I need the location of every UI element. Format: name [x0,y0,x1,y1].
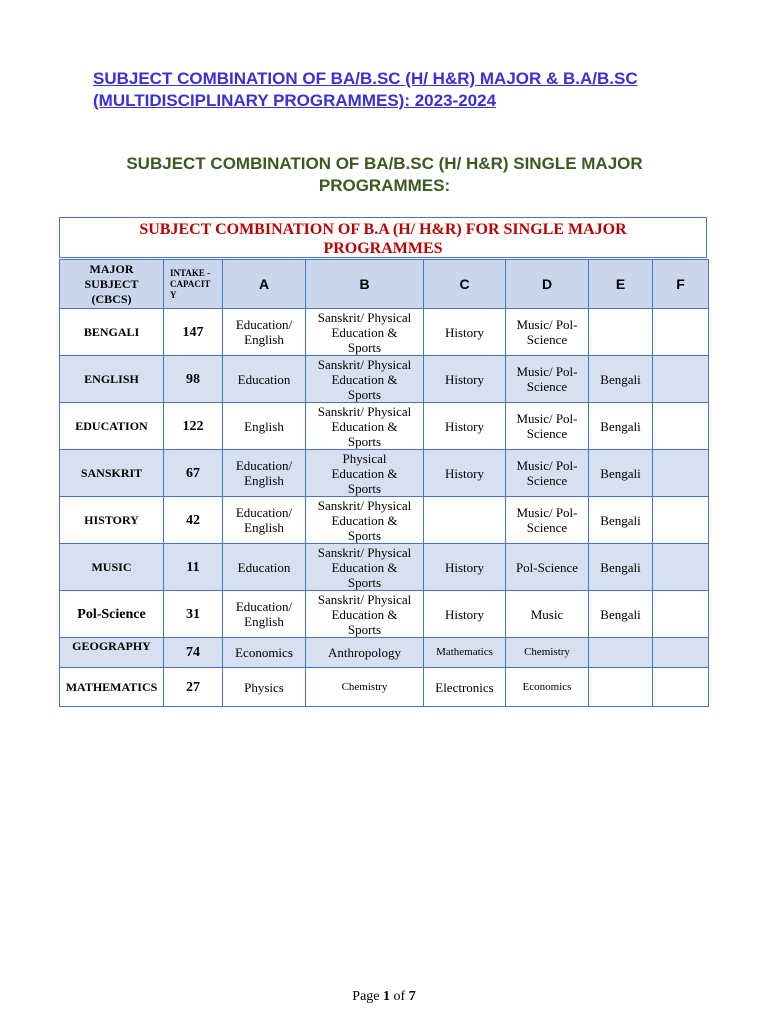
cell-c [424,497,506,544]
section-heading-line1: SUBJECT COMBINATION OF BA/B.SC (H/ H&R) SINGLE MAJOR [126,154,643,173]
cell-a: English [223,403,306,450]
cell-b-line3: Sports [347,480,382,496]
cell-b [306,356,424,403]
cell-a: Education [223,544,306,591]
header-column-a: A [223,260,306,309]
cell-intake: 122 [164,403,223,450]
cell-c: Electronics [424,668,506,707]
cell-d-line2: Science [526,520,568,535]
cell-b-line1: Sanskrit/ Physical [317,591,412,607]
cell-b-line2: Education & [331,324,398,340]
cell-d-line1: Music/ Pol- [516,411,578,426]
cell-intake: 31 [164,591,223,638]
cell-b-line2: Education & [331,371,398,387]
cell-e: Bengali [589,356,653,403]
cell-f [653,668,709,707]
cell-a-line2: English [244,332,284,347]
cell-b-line2: Education & [331,512,398,528]
cell-intake: 42 [164,497,223,544]
cell-b-line1: Sanskrit/ Physical [317,544,412,560]
header-intake-line1: INTAKE - [170,267,211,278]
cell-d: Chemistry [506,638,589,668]
cell-c: History [424,356,506,403]
cell-d-line1: Music/ Pol- [516,458,578,473]
cell-d: Music [506,591,589,638]
header-major-subject [60,260,164,309]
header-intake-line2: CAPACIT [170,278,211,289]
cell-f [653,309,709,356]
page-number: 1 [383,989,391,1004]
cell-b-line1: Sanskrit/ Physical [317,309,412,325]
cell-b-line3: Sports [347,339,382,355]
cell-a [223,497,306,544]
cell-d-line2: Science [526,426,568,441]
cell-intake: 147 [164,309,223,356]
document-title [93,68,693,112]
cell-d: Economics [506,668,589,707]
cell-subject: SANSKRIT [60,450,164,497]
cell-b-line2: Education & [331,559,398,575]
cell-a-line1: Education/ [235,505,293,520]
cell-d: Pol-Science [506,544,589,591]
cell-d [506,497,589,544]
document-title-line1: SUBJECT COMBINATION OF BA/B.SC (H/ H&R) MAJOR & B.A/B.SC [93,69,638,88]
cell-a-line2: English [244,520,284,535]
table-caption [59,217,707,258]
cell-b-line2: Education & [331,606,398,622]
cell-b [306,403,424,450]
cell-e [589,638,653,668]
table-caption-line2: PROGRAMMES [323,240,443,257]
cell-c: History [424,591,506,638]
cell-b-line3: Sports [347,433,382,449]
cell-a-line1: Education/ [235,317,293,332]
header-major-line1: MAJOR [89,261,134,276]
table-row [60,403,709,450]
cell-f [653,450,709,497]
cell-a [223,450,306,497]
cell-f [653,638,709,668]
page-of-label: of [393,989,406,1004]
cell-e [589,668,653,707]
cell-a [223,591,306,638]
cell-d-line2: Science [526,332,568,347]
cell-d-line1: Music/ Pol- [516,364,578,379]
cell-b-line1: Sanskrit/ Physical [317,356,412,372]
cell-f [653,497,709,544]
cell-a-line2: English [244,614,284,629]
cell-d-line1: Music/ Pol- [516,505,578,520]
cell-b-line1: Sanskrit/ Physical [317,497,412,513]
cell-subject: EDUCATION [60,403,164,450]
cell-d-line2: Science [526,379,568,394]
header-intake-capacity [164,260,223,309]
cell-d [506,309,589,356]
header-column-d: D [506,260,589,309]
cell-d [506,356,589,403]
header-column-e: E [589,260,653,309]
cell-b-line2: Education & [331,418,398,434]
cell-b-line1: Sanskrit/ Physical [317,403,412,419]
cell-subject: ENGLISH [60,356,164,403]
cell-c: History [424,450,506,497]
cell-c: History [424,544,506,591]
cell-b-line3: Sports [347,386,382,402]
cell-a: Education [223,356,306,403]
cell-c: Mathematics [424,638,506,668]
header-major-line2: SUBJECT [84,276,139,291]
cell-e: Bengali [589,403,653,450]
cell-f [653,356,709,403]
header-column-c: C [424,260,506,309]
cell-e: Bengali [589,497,653,544]
subject-combination-table [59,259,709,707]
table-caption-line1: SUBJECT COMBINATION OF B.A (H/ H&R) FOR SINGLE MAJOR [139,221,627,238]
table-row [60,668,709,707]
cell-subject: Pol-Science [60,591,164,638]
cell-e: Bengali [589,544,653,591]
cell-c: History [424,403,506,450]
header-major-line3: (CBCS) [91,291,132,306]
cell-b [306,497,424,544]
cell-a-line2: English [244,473,284,488]
document-title-line2: (MULTIDISCIPLINARY PROGRAMMES): 2023-2024 [93,91,497,110]
table-row [60,544,709,591]
cell-d [506,403,589,450]
page-total: 7 [408,989,416,1004]
cell-c: History [424,309,506,356]
cell-d-line2: Science [526,473,568,488]
cell-b-line1: Physical [342,450,387,466]
cell-b [306,450,424,497]
cell-b [306,309,424,356]
cell-a: Economics [223,638,306,668]
cell-subject: MUSIC [60,544,164,591]
cell-b-line3: Sports [347,527,382,543]
cell-a [223,309,306,356]
cell-f [653,591,709,638]
header-column-f: F [653,260,709,309]
table-row [60,638,709,668]
cell-f [653,544,709,591]
table-row [60,497,709,544]
header-column-b: B [306,260,424,309]
cell-subject: HISTORY [60,497,164,544]
page-label: Page [352,989,380,1004]
cell-subject: GEOGRAPHY [60,638,164,668]
cell-d [506,450,589,497]
cell-intake: 98 [164,356,223,403]
cell-e: Bengali [589,450,653,497]
cell-d-line1: Music/ Pol- [516,317,578,332]
cell-b-line3: Sports [347,574,382,590]
header-intake-line3: Y [170,289,177,300]
cell-intake: 74 [164,638,223,668]
cell-e: Bengali [589,591,653,638]
section-heading [60,153,709,197]
table-header-row [60,260,709,309]
cell-intake: 27 [164,668,223,707]
cell-e [589,309,653,356]
table-row [60,309,709,356]
cell-intake: 11 [164,544,223,591]
cell-f [653,403,709,450]
cell-b: Chemistry [306,668,424,707]
cell-b [306,544,424,591]
cell-subject: MATHEMATICS [60,668,164,707]
cell-b-line2: Education & [331,465,398,481]
cell-a-line1: Education/ [235,458,293,473]
cell-b-line3: Sports [347,621,382,637]
section-heading-line2: PROGRAMMES: [318,176,451,195]
table-row [60,356,709,403]
cell-b: Anthropology [306,638,424,668]
table-row [60,591,709,638]
cell-subject: BENGALI [60,309,164,356]
cell-a-line1: Education/ [235,599,293,614]
table-row [60,450,709,497]
cell-intake: 67 [164,450,223,497]
cell-b [306,591,424,638]
page-footer [0,989,768,1005]
cell-a: Physics [223,668,306,707]
